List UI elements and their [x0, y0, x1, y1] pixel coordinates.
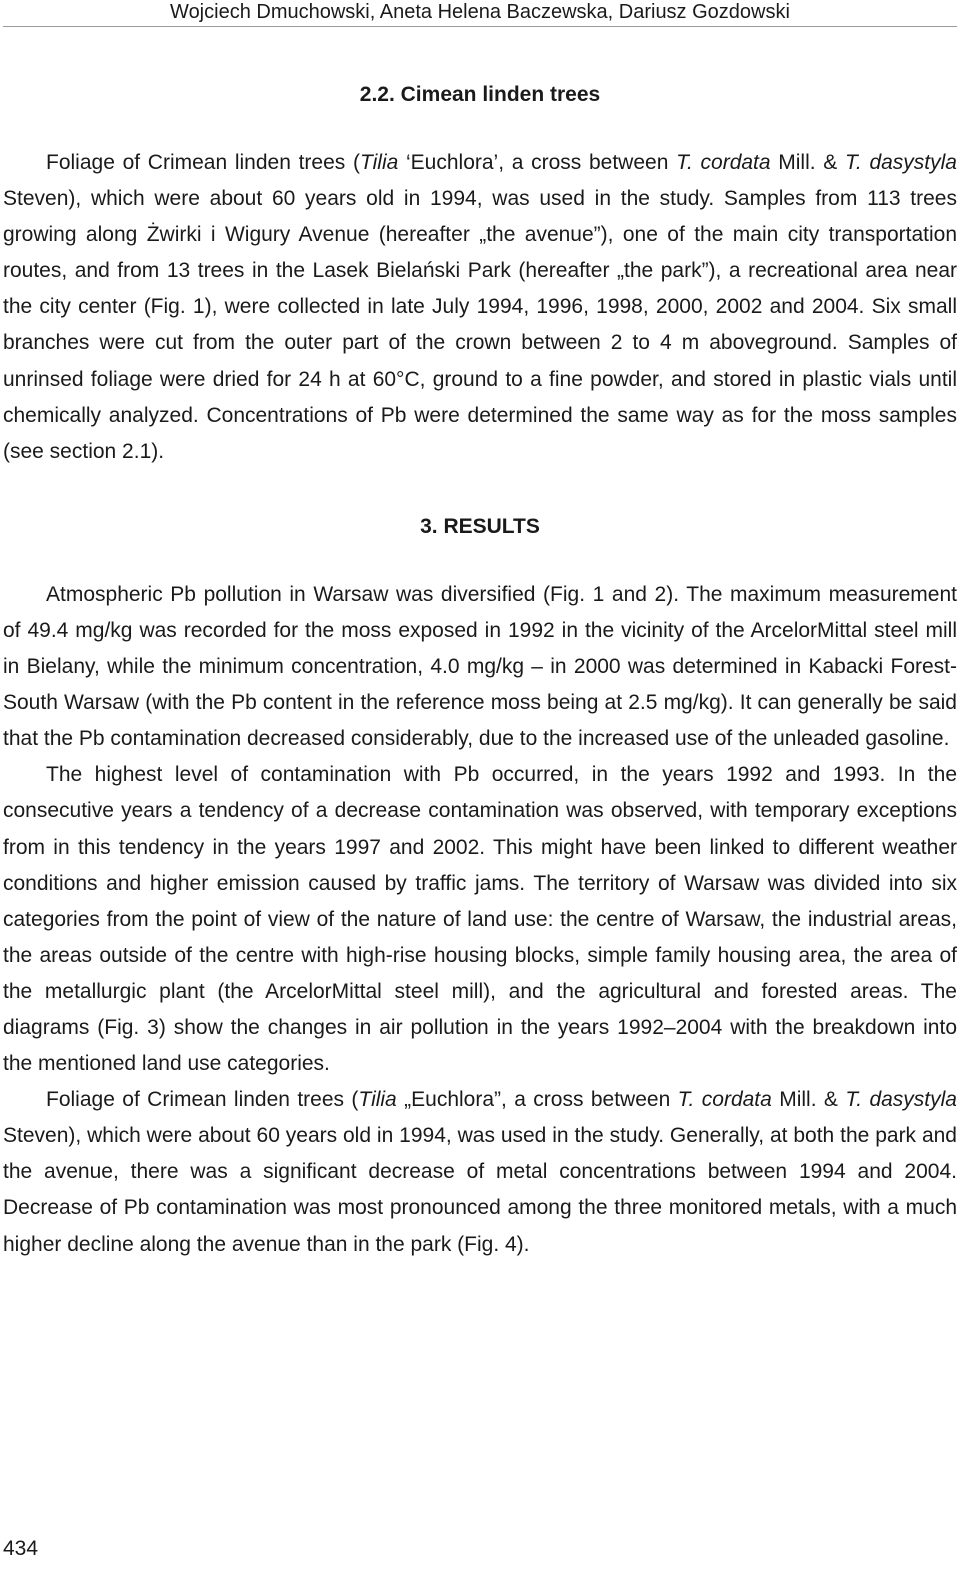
species-name: T. cordata	[676, 151, 771, 174]
species-name: T. dasystyla	[845, 1088, 957, 1112]
species-name: Tilia	[358, 1088, 397, 1112]
paragraph-results-2: The highest level of contamination with Pb occurred, in the years 1992 and 1993. In the consecutive years a tendency of a decrease contamination was observed, with temporary exceptions from in this tendency in the years 1997 and 2002. This might have been linked to different weather conditions and higher emission caused by traffic jams. The territory of Warsaw was divided into six categories from the point of view of the nature of land use: the centre of Warsaw, the industrial areas, the areas outside of the centre with high-rise housing blocks, simple family housing area, the area of the metallurgic plant (the ArcelorMittal steel mill), and the agricultural and forested areas. The diagrams (Fig. 3) show the changes in air pollution in the years 1992–2004 with the breakdown into the mentioned land use categories.	[3, 763, 957, 1076]
running-header: Wojciech Dmuchowski, Aneta Helena Baczewska, Dariusz Gozdowski	[3, 0, 957, 27]
species-name: Tilia	[359, 151, 399, 174]
species-name: T. cordata	[677, 1088, 772, 1112]
paragraph-results-1: Atmospheric Pb pollution in Warsaw was diversified (Fig. 1 and 2). The maximum measurement of 49.4 mg/kg was recorded for the moss exposed in 1992 in the vicinity of the ArcelorMittal steel mill in Bielany, while the minimum concentration, 4.0 mg/kg – in 2000 was determined in Kabacki Forest-South Warsaw (with the Pb content in the reference moss being at 2.5 mg/kg). It can generally be said that the Pb contamination decreased considerably, due to the increased use of the unleaded gasoline.	[3, 582, 957, 751]
page-number: 434	[3, 1537, 39, 1560]
species-name: T. dasystyla	[845, 151, 957, 174]
paragraph-methods-linden: Foliage of Crimean linden trees (Tilia ‘Euchlora’, a cross between T. cordata Mill. & T. dasystyla Steven), which were about 60 years old in 1994, was used in the study. Samples from 113 trees growing along Żwirki i Wigury Avenue (hereafter „the avenue”), one of the main city transportation routes, and from 13 trees in the Lasek Bielański Park (hereafter „the park”), a recreational area near the city center (Fig. 1), were collected in late July 1994, 1996, 1998, 2000, 2002 and 2004. Six small branches were cut from the outer part of the crown between 2 to 4 m aboveground. Samples of unrinsed foliage were dried for 24 h at 60°C, ground to a fine powder, and stored in plastic vials until chemically analyzed. Concentrations of Pb were determined the same way as for the moss samples (see section 2.1).	[3, 151, 957, 463]
section-heading-results: 3. RESULTS	[420, 514, 540, 538]
paragraph-results-3: Foliage of Crimean linden trees (Tilia „Euchlora”, a cross between T. cordata Mill. & T. dasystyla Steven), which were about 60 years old in 1994, was used in the study. Generally, at both the park and the avenue, there was a significant decrease of metal concentrations between 1994 and 2004. Decrease of Pb contamination was most pronounced among the three monitored metals, with a much higher decline along the avenue than in the park (Fig. 4).	[3, 1088, 957, 1256]
page	[3, 0, 957, 1263]
section-heading-2-2: 2.2. Cimean linden trees	[359, 83, 601, 106]
